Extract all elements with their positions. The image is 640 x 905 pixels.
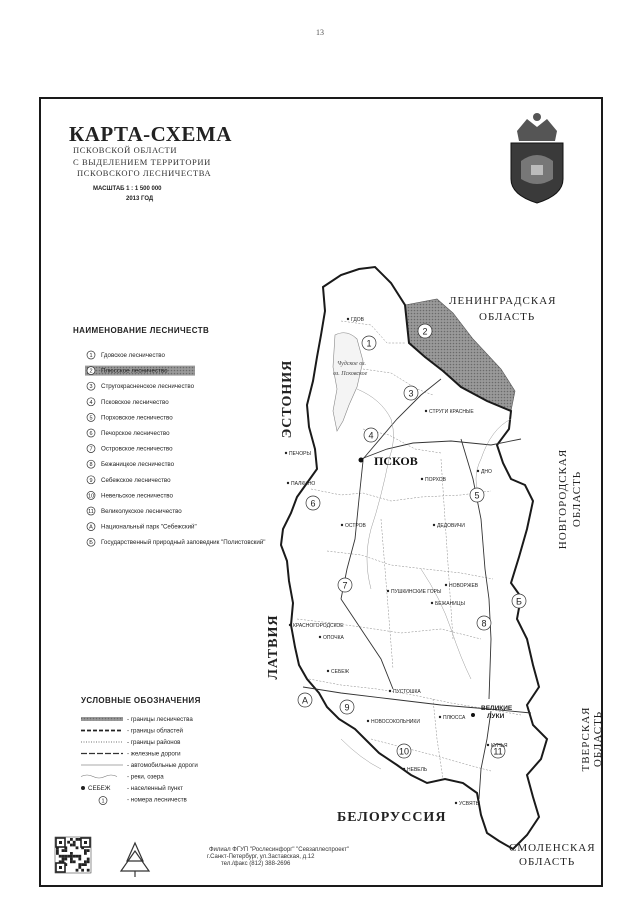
city-label	[439, 715, 466, 721]
forestry-marker-label: Б	[89, 540, 93, 547]
legend-label: - населенный пункт	[127, 785, 183, 792]
forestry-marker-label: 3	[89, 384, 93, 391]
forestry-item	[87, 351, 166, 359]
subtitle-line-2: С ВЫДЕЛЕНИЕМ ТЕРРИТОРИИ	[73, 157, 211, 167]
forestry-item	[85, 366, 195, 376]
forestry-marker-label: 8	[89, 462, 93, 469]
forestry-item	[87, 476, 171, 484]
rivers	[341, 389, 511, 769]
city-name: ОПОЧКА	[323, 635, 344, 641]
label-tver-2: ОБЛАСТЬ	[592, 710, 604, 768]
legend-swatch	[81, 717, 123, 721]
city-dot	[455, 802, 457, 804]
map-sheet	[41, 99, 604, 884]
forestry-item	[87, 429, 170, 437]
publisher-line-3: тел./факс (812) 388-2696	[221, 861, 291, 867]
forestry-marker-label: 4	[89, 399, 93, 406]
city-dot	[431, 602, 433, 604]
legend-list	[81, 716, 198, 805]
oblast-map	[281, 267, 547, 849]
city-dot	[287, 482, 289, 484]
oblast-boundary	[281, 267, 547, 849]
zone-marker	[404, 386, 418, 400]
forestry-name: Плюсское лесничество	[101, 367, 168, 375]
forestry-name: Псковское лесничество	[101, 398, 169, 406]
forestry-item	[87, 398, 169, 406]
legend-label: - номера лесничеств	[127, 796, 187, 804]
city-label	[425, 409, 475, 415]
publisher-line-2: г.Санкт-Петербург, ул.Заставская, д.12	[207, 854, 315, 860]
publisher-line-1: Филиал ФГУП "Рослесинфорг" "Севзаплеспроект"	[209, 847, 350, 853]
forestry-marker-label: А	[89, 524, 93, 531]
legend-label: - границы областей	[127, 727, 184, 735]
city-dot	[445, 584, 447, 586]
forestry-marker-label: 1	[89, 353, 93, 359]
lake-area	[333, 333, 363, 431]
city-dot	[285, 452, 287, 454]
forestry-marker-label: 11	[88, 509, 94, 515]
forestry-item	[87, 523, 197, 531]
forestry-name: Печорское лесничество	[101, 430, 170, 437]
label-belarus: БЕЛОРУССИЯ	[337, 810, 447, 825]
legend-city-dot-icon	[81, 786, 85, 790]
city-label	[477, 469, 492, 475]
zone-marker	[418, 324, 432, 338]
label-smolensk-1: СМОЛЕНСКАЯ	[509, 842, 596, 854]
city-name: КРАСНОГОРОДСКОЕ	[293, 623, 344, 629]
forestry-marker-label: 9	[89, 477, 93, 484]
legend-item	[99, 797, 188, 805]
zone-marker-label: 8	[481, 618, 487, 629]
forestry-name: Великолукское лесничество	[101, 508, 182, 515]
city-label	[327, 669, 350, 675]
label-velikie-luki-2: ЛУКИ	[487, 713, 505, 720]
city-name: ПАЛКИНО	[291, 481, 316, 487]
zone-marker-label: 10	[398, 746, 410, 757]
label-leningrad-1: ЛЕНИНГРАДСКАЯ	[449, 295, 557, 307]
city-name: КУНЬЯ	[491, 743, 508, 749]
city-label	[487, 743, 508, 749]
forestry-marker-label: 10	[87, 493, 95, 500]
forestry-name: Государственный природный заповедник "Полистовский"	[101, 539, 266, 547]
city-dot	[421, 478, 423, 480]
forestry-item	[87, 460, 175, 468]
zone-marker	[470, 488, 484, 502]
forestry-name: Гдовское лесничество	[101, 352, 165, 359]
label-lake-2: оз. Псковское	[333, 371, 368, 377]
forestry-list	[85, 351, 265, 546]
publisher-logo-icon	[121, 843, 149, 877]
zone-marker-label: Б	[516, 596, 522, 607]
city-dot	[425, 410, 427, 412]
city-name: ПЕЧОРЫ	[289, 451, 311, 457]
forestry-name: Бежаницкое лесничество	[101, 461, 175, 469]
city-name: УСВЯТЫ	[459, 801, 481, 807]
legend-marker: СЕБЕЖ	[88, 785, 111, 792]
forestry-item	[87, 491, 173, 499]
city-dot	[341, 524, 343, 526]
forestry-item	[87, 382, 195, 390]
city-name: НОВОСОКОЛЬНИКИ	[371, 719, 420, 725]
city-name: ПУСТОШКА	[393, 689, 421, 695]
city-dot	[367, 720, 369, 722]
city-dot	[347, 318, 349, 320]
label-novgorod-1: НОВГОРОДСКАЯ	[557, 448, 569, 550]
forestry-item	[87, 413, 173, 421]
forestry-name: Островское лесничество	[101, 445, 173, 453]
legend-label: - границы районов	[127, 739, 181, 746]
city-name: ПЛЮССА	[443, 715, 466, 721]
label-velikie-luki-1: ВЕЛИКИЕ	[481, 705, 513, 712]
zone-marker	[397, 744, 411, 758]
city-dot	[403, 768, 405, 770]
city-name: ПУШКИНСКИЕ ГОРЫ	[391, 589, 442, 595]
pskov-city-dot	[359, 458, 364, 463]
map-frame	[39, 97, 603, 887]
city-name: ПОРХОВ	[425, 477, 446, 483]
zone-marker	[338, 578, 352, 592]
label-estonia: ЭСТОНИЯ	[280, 359, 295, 439]
zone-marker	[512, 594, 526, 608]
label-leningrad-2: ОБЛАСТЬ	[479, 311, 536, 323]
forestry-marker-label: 7	[89, 446, 93, 453]
legend-label: - реки, озера	[127, 773, 164, 781]
city-dot	[433, 524, 435, 526]
city-label	[431, 601, 466, 607]
forestry-name: Национальный парк "Себежский"	[101, 523, 197, 531]
legend-heading: УСЛОВНЫЕ ОБОЗНАЧЕНИЯ	[81, 696, 201, 705]
velikie-luki-dot	[471, 713, 475, 717]
qr-code-icon	[55, 837, 91, 873]
zone-marker-label: 7	[342, 580, 348, 591]
subtitle-line-3: ПСКОВСКОГО ЛЕСНИЧЕСТВА	[77, 168, 212, 178]
forestry-item	[87, 538, 265, 546]
label-tver-1: ТВЕРСКАЯ	[580, 706, 592, 772]
city-label	[403, 767, 428, 773]
city-dot	[387, 590, 389, 592]
forestry-name: Стругокрасненское лесничество	[101, 383, 195, 391]
forestry-name: Себежское лесничество	[101, 476, 171, 484]
city-dot	[487, 744, 489, 746]
legend-item	[81, 716, 193, 723]
city-label	[421, 477, 447, 483]
legend-label: - автомобильные дороги	[127, 762, 198, 769]
label-pskov: ПСКОВ	[374, 454, 418, 468]
city-name: СТРУГИ КРАСНЫЕ	[429, 409, 474, 415]
city-dot	[439, 716, 441, 718]
city-label	[287, 481, 316, 487]
map-scale: МАСШТАБ 1 : 1 500 000	[93, 186, 162, 192]
city-name: ДЕДОВИЧИ	[437, 523, 465, 529]
city-label	[367, 719, 421, 725]
city-name: НОВОРЖЕВ	[449, 583, 479, 589]
legend-item	[81, 774, 164, 781]
label-lake-1: Чудское оз.	[337, 361, 366, 367]
city-label	[285, 451, 312, 457]
zone-marker	[362, 336, 376, 350]
city-dot	[319, 636, 321, 638]
zone-marker-label: 1	[366, 338, 372, 349]
zone-marker-label: А	[301, 695, 309, 706]
legend-item	[81, 751, 181, 758]
city-name: СЕБЕЖ	[331, 669, 350, 675]
zone-marker-label: 4	[368, 430, 374, 441]
city-label	[389, 689, 422, 695]
label-novgorod-2: ОБЛАСТЬ	[571, 470, 583, 528]
legend-item	[81, 739, 181, 746]
city-label	[387, 589, 442, 595]
zone-marker-label: 3	[408, 388, 414, 399]
zone-marker-label: 5	[474, 490, 480, 501]
page-number: 13	[316, 28, 324, 37]
forestry-name: Невельское лесничество	[101, 492, 173, 500]
map-title: КАРТА-СХЕМА	[69, 122, 232, 146]
legend-item	[81, 785, 183, 792]
city-dot	[477, 470, 479, 472]
legend-item	[81, 728, 184, 735]
forestry-item	[87, 507, 182, 515]
city-label	[319, 635, 345, 641]
city-label	[455, 801, 481, 807]
forestry-marker-label: 2	[89, 368, 93, 375]
zone-marker-label: 11	[493, 746, 503, 757]
label-smolensk-2: ОБЛАСТЬ	[519, 856, 576, 868]
map-year: 2013 ГОД	[126, 196, 154, 202]
forestry-name: Порховское лесничество	[101, 414, 173, 422]
label-latvia: ЛАТВИЯ	[266, 614, 281, 680]
zone-marker	[340, 700, 354, 714]
legend-label: - границы лесничества	[127, 716, 193, 723]
city-label	[445, 583, 479, 589]
city-label	[433, 523, 465, 529]
city-name: ГДОВ	[351, 317, 364, 323]
city-dot	[289, 624, 291, 626]
subtitle-line-1: ПСКОВСКОЙ ОБЛАСТИ	[73, 145, 178, 155]
legend-item	[81, 762, 198, 769]
forestries-heading: НАИМЕНОВАНИЕ ЛЕСНИЧЕСТВ	[73, 326, 210, 335]
legend-swatch	[81, 775, 117, 778]
zone-marker	[298, 693, 312, 707]
forestry-item	[87, 445, 173, 453]
city-name: БЕЖАНИЦЫ	[435, 601, 465, 607]
coat-of-arms-icon	[511, 113, 563, 203]
forestry-marker-label: 6	[89, 431, 93, 437]
zone-marker-label: 6	[310, 498, 316, 509]
zone-marker-label: 9	[344, 702, 350, 713]
legend-label: - железные дороги	[127, 750, 181, 758]
city-dot	[327, 670, 329, 672]
forestry-marker-label: 5	[89, 415, 93, 422]
zone-marker	[477, 616, 491, 630]
city-label	[341, 523, 367, 529]
legend-marker: 1	[101, 798, 105, 805]
city-name: ДНО	[481, 469, 492, 475]
city-name: НЕВЕЛЬ	[407, 767, 428, 773]
city-label	[289, 623, 345, 629]
city-name: ОСТРОВ	[345, 523, 366, 529]
zone-marker-label: 2	[422, 326, 428, 337]
zone-marker	[364, 428, 378, 442]
city-dot	[389, 690, 391, 692]
zone-marker	[306, 496, 320, 510]
